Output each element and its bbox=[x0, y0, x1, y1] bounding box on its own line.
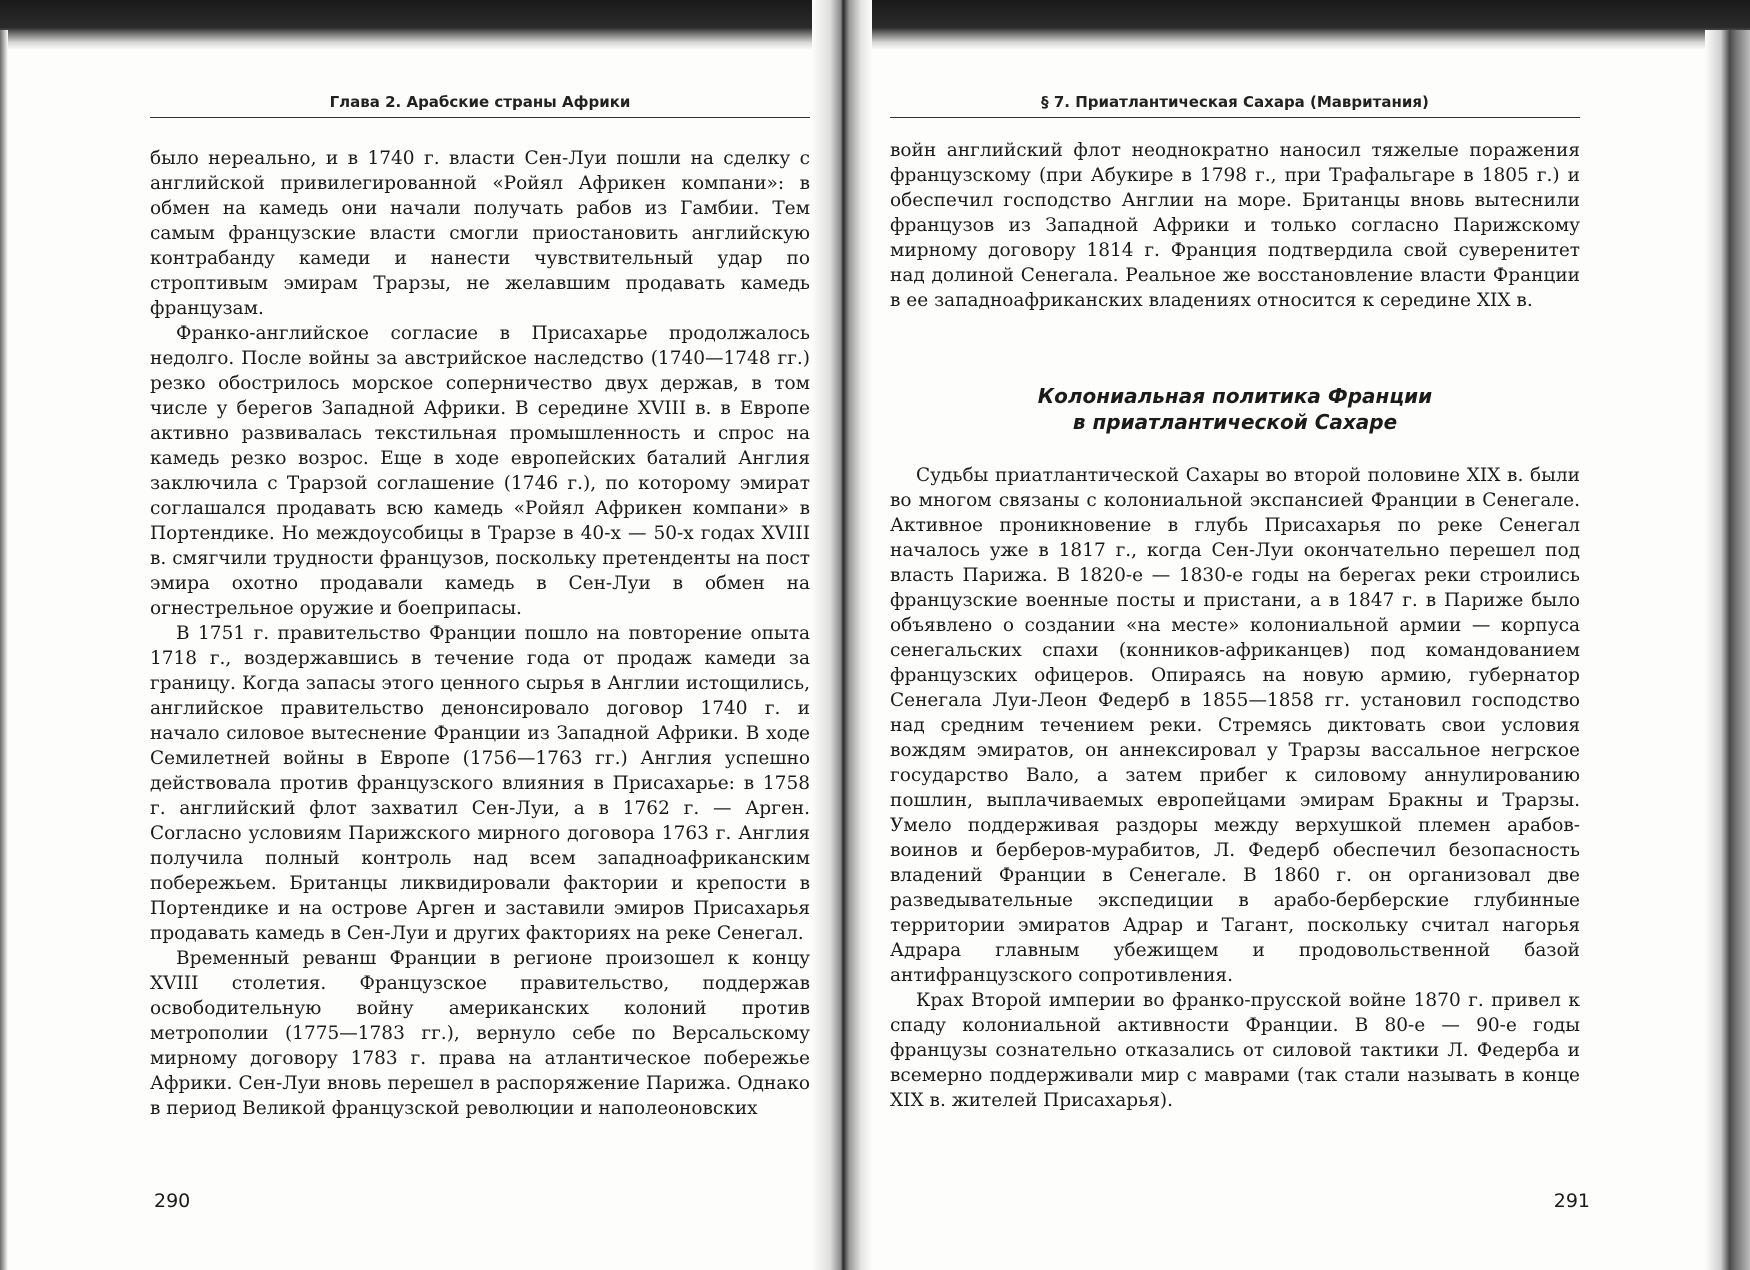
page-number: 291 bbox=[1553, 1190, 1590, 1212]
paragraph: Франко-английское согласие в Присахарье продолжалось недолго. После войны за австрийское наследство (1740—1748 гг.) резко обострилось морское соперничество двух держав, в том числе у берегов Западной Африки. В середине XVIII в. в Европе активно развивалась текстильная промышленность и спрос на камедь резко возрос. Еще в ходе европейских баталий Англия заключила с Трарзой соглашение (1746 г.), по которому эмират соглашался продавать всю камедь «Ройял Африкен компани» в Портендике. Но междоусобицы в Трарзе в 40-х — 50-х годах XVIII в. смягчили трудности французов, поскольку претенденты на пост эмира охотно продавали камедь в Сен-Луи в обмен на огнестрельное оружие и боеприпасы. bbox=[150, 323, 810, 619]
paragraph: было нереально, и в 1740 г. власти Сен-Луи пошли на сделку с английской привилегированной «Ройял Африкен компани»: в обмен на камедь они начали получать рабов из Гамбии. Тем самым французские власти смогли приостановить английскую контрабанду камеди и нанести чувствительный удар по строптивым эмирам Трарзы, не желавшим продавать камедь французам. bbox=[150, 148, 810, 319]
header-rule bbox=[890, 117, 1580, 118]
header-rule bbox=[150, 117, 810, 118]
scan-top-shadow bbox=[0, 0, 1750, 50]
section-title bbox=[890, 383, 1580, 435]
section-title-line: Колониальная политика Франции bbox=[1037, 384, 1433, 408]
paragraph: Судьбы приатлантической Сахары во второй половине XIX в. были во многом связаны с колониальной экспансией Франции в Сенегале. Активное проникновение в глубь Присахарья по реке Сенегал началось уже в 1817 г., когда Сен-Луи окончательно перешел под власть Парижа. В 1820-е — 1830-е годы на берегах реки строились французские военные посты и пристани, а в 1847 г. в Париже было объявлено о создании «на месте» колониальной армии — корпуса сенегальских спахи (конников-африканцев) под командованием французских офицеров. Опираясь на новую армию, губернатор Сенегала Луи-Леон Федерб в 1855—1858 гг. установил господство над средним течением реки. Стремясь диктовать свои условия вождям эмиратов, он аннексировал у Трарзы вассальное негрское государство Вало, а затем прибег к силовому аннулированию пошлин, выплачиваемых европейцами эмирам Бракны и Трарзы. Умело поддерживая раздоры между верхушкой племен арабов-воинов и берберов-мурабитов, Л. Федерб обеспечил безопасность владений Франции в Сенегале. В 1860 г. он организовал две разведывательные экспедиции в арабо-берберские глубинные территории эмиратов Адрар и Тагант, поскольку считал нагорья Адрара главным убежищем и продовольственной базой антифранцузского сопротивления. bbox=[890, 465, 1580, 986]
paragraph: В 1751 г. правительство Франции пошло на повторение опыта 1718 г., воздержавшись в течение года от продаж камеди за границу. Когда запасы этого ценного сырья в Англии истощились, английское правительство денонсировало договор 1740 г. и начало силовое вытеснение Франции из Западной Африки. В ходе Семилетней войны в Европе (1756—1763 гг.) Англия успешно действовала против французского влияния в Присахарье: в 1758 г. английский флот захватил Сен-Луи, а в 1762 г. — Арген. Согласно условиям Парижского мирного договора 1763 г. Англия получила полный контроль над всем западноафриканским побережьем. Британцы ликвидировали фактории и крепости в Портендике и на острове Арген и заставили эмиров Присахарья продавать камедь в Сен-Луи и других факториях на реке Сенегал. bbox=[150, 623, 810, 944]
book-spine-gutter bbox=[812, 0, 872, 1270]
running-head: § 7. Приатлантическая Сахара (Мавритания) bbox=[1041, 93, 1429, 111]
scan-left-edge bbox=[0, 30, 8, 1270]
page-body bbox=[150, 146, 810, 1121]
page-body bbox=[890, 138, 1580, 1113]
paragraph: войн английский флот неоднократно наносил тяжелые поражения французскому (при Абукире в 1798 г., при Трафальгаре в 1805 г.) и обеспечил господство Англии на море. Британцы вновь вытеснили французов из Западной Африки и только согласно Парижскому мирному договору 1814 г. Франция подтвердила свой суверенитет над долиной Сенегала. Реальное же восстановление власти Франции в ее западноафриканских владениях относится к середине XIX в. bbox=[890, 140, 1580, 311]
scan-right-edge bbox=[1705, 30, 1750, 1270]
page-number: 290 bbox=[154, 1190, 191, 1212]
running-head: Глава 2. Арабские страны Африки bbox=[329, 93, 631, 111]
section-title-line: в приатлантической Сахаре bbox=[1072, 410, 1398, 434]
paragraph: Крах Второй империи во франко-прусской войне 1870 г. привел к спаду колониальной активности Франции. В 80-е — 90-е годы французы сознательно отказались от силовой тактики Л. Федерба и всемерно поддерживали мир с маврами (так стали называть в конце XIX в. жителей Присахарья). bbox=[890, 990, 1580, 1111]
paragraph: Временный реванш Франции в регионе произошел к концу XVIII столетия. Французское правительство, поддержав освободительную войну американских колоний против метрополии (1775—1783 гг.), вернуло себе по Версальскому мирному договору 1783 г. права на атлантическое побережье Африки. Сен-Луи вновь перешел в распоряжение Парижа. Однако в период Великой французской революции и наполеоновских bbox=[150, 948, 810, 1119]
